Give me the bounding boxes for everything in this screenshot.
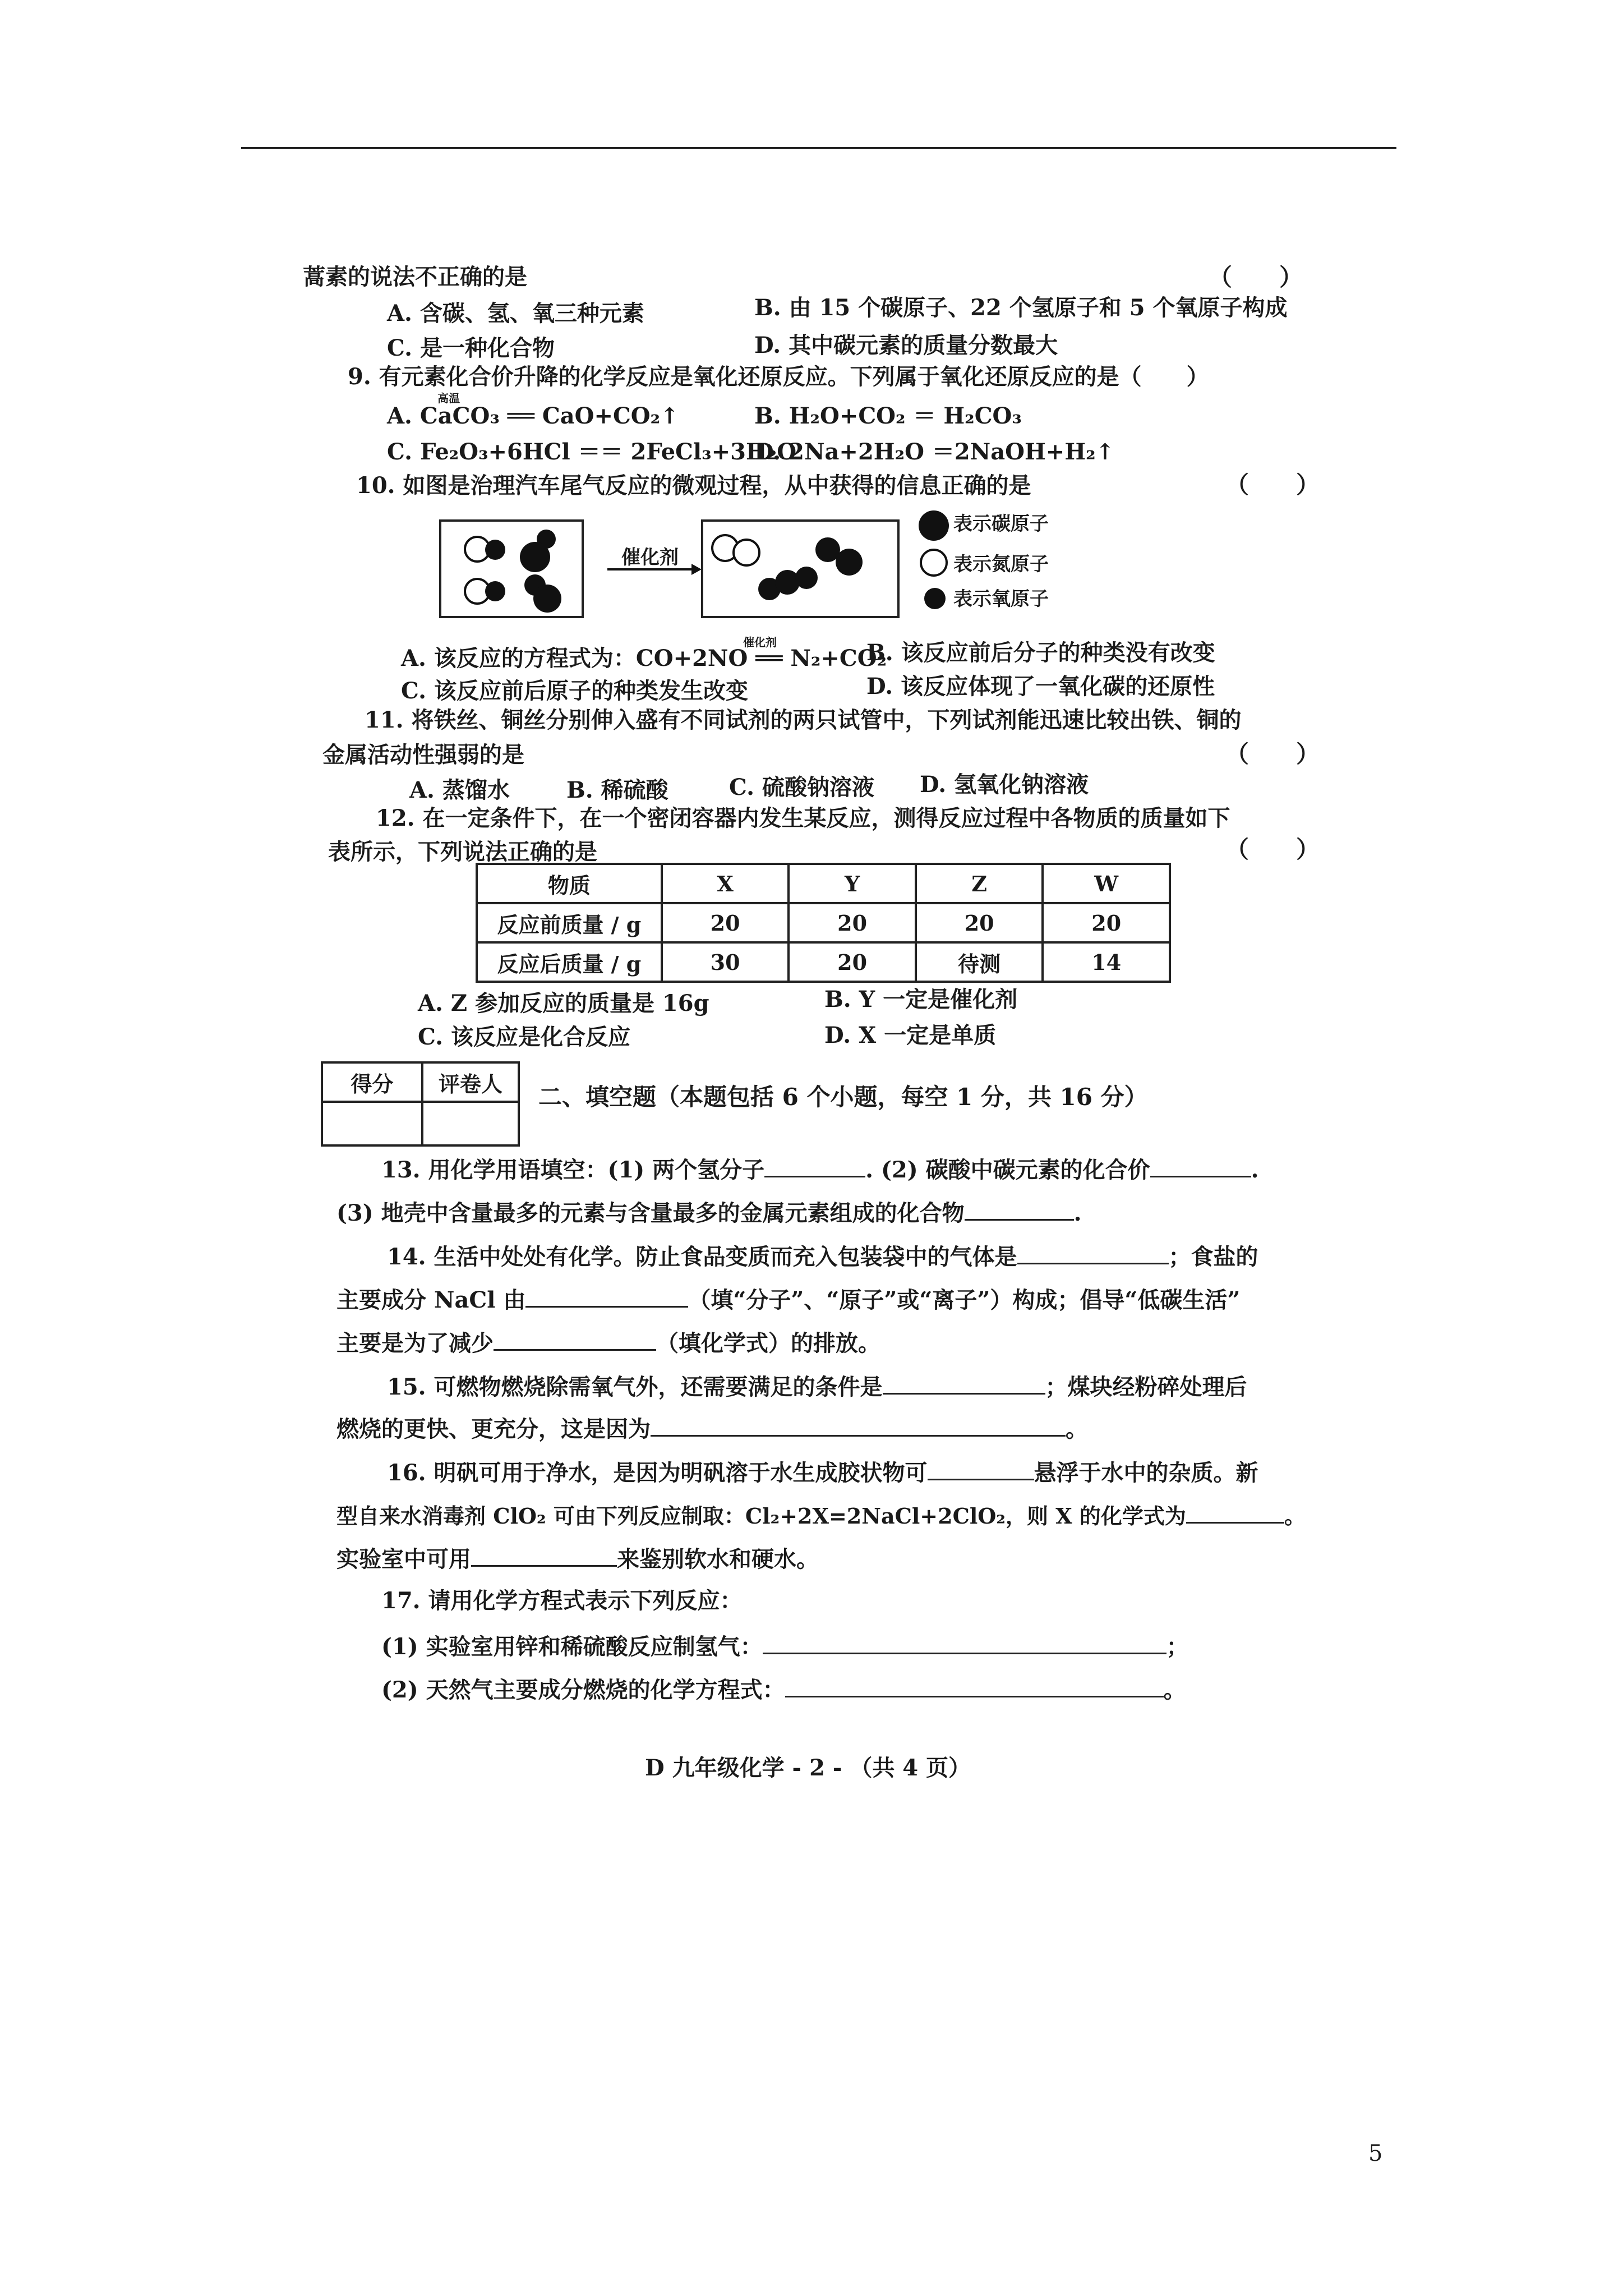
table-cell: 30 [662, 942, 789, 982]
answer-blank[interactable] [965, 1198, 1074, 1221]
q15-text-2: ；煤块经粉碎处理后 [1045, 1374, 1247, 1400]
q12-answer-paren: （ ） [1225, 836, 1320, 863]
answer-blank[interactable] [764, 1154, 865, 1177]
top-rule [241, 147, 1396, 149]
q14-text-5: 主要是为了减少 [336, 1330, 494, 1356]
q16-line3 [336, 1544, 819, 1573]
table-cell: 待测 [916, 942, 1043, 982]
q8-stem: 蒿素的说法不正确的是 [303, 264, 527, 290]
q14-line3 [336, 1328, 880, 1357]
q16-line1 [387, 1457, 1258, 1487]
q9-option-c: C. Fe₂O₃+6HCl ＝＝ 2FeCl₃+3H₂O [387, 439, 797, 465]
answer-blank[interactable] [1017, 1241, 1169, 1264]
q9-a-condition: 高温 [437, 392, 460, 405]
score-box [321, 1061, 520, 1147]
oxygen-legend-icon [924, 588, 946, 609]
q12-option-d: D. X 一定是单质 [824, 1022, 997, 1048]
nitrogen-atom [732, 539, 760, 567]
q16-text-4: 。 [1284, 1503, 1306, 1529]
q14-line2 [336, 1285, 1240, 1314]
table-cell: 反应后质量 / g [477, 942, 662, 982]
q12-option-a: A. Z 参加反应的质量是 16g [418, 990, 709, 1016]
q11-stem-line2: 金属活动性强弱的是 [322, 742, 524, 768]
q10-option-d: D. 该反应体现了一氧化碳的还原性 [866, 673, 1215, 700]
q9-option-d: D. 2Na+2H₂O ＝2NaOH+H₂↑ [754, 439, 1115, 465]
q8-option-d: D. 其中碳元素的质量分数最大 [754, 332, 1058, 358]
reactants-box [439, 519, 584, 618]
legend-carbon-label: 表示碳原子 [953, 513, 1049, 535]
answer-blank[interactable] [525, 1285, 688, 1308]
carbon-legend-icon [919, 510, 949, 541]
answer-blank[interactable] [471, 1544, 617, 1567]
q12-option-c: C. 该反应是化合反应 [418, 1024, 630, 1050]
answer-blank[interactable] [651, 1414, 1066, 1437]
answer-blank[interactable] [1186, 1501, 1284, 1524]
nitrogen-legend-icon [920, 549, 948, 577]
q10-answer-paren: （ ） [1225, 471, 1320, 499]
table-row [477, 942, 1170, 982]
q12-option-b: B. Y 一定是催化剂 [824, 986, 1018, 1013]
q17-part2 [381, 1674, 1186, 1704]
q16-text-6: 来鉴别软水和硬水。 [617, 1546, 819, 1572]
table-header-cell: 物质 [477, 864, 662, 903]
q17-text-1: (1) 实验室用锌和稀硫酸反应制氢气： [381, 1634, 763, 1660]
oxygen-atom [836, 549, 863, 576]
q15-text-1: 15. 可燃物燃烧除需氧气外，还需要满足的条件是 [387, 1374, 883, 1400]
table-cell: 20 [662, 903, 789, 942]
q13-line2 [336, 1198, 1082, 1227]
table-cell: 反应前质量 / g [477, 903, 662, 942]
oxygen-atom [485, 540, 505, 560]
q10-option-c: C. 该反应前后原子的种类发生改变 [401, 678, 748, 704]
score-field[interactable] [322, 1102, 422, 1145]
q9-option-a: A. CaCO₃ ══ CaO+CO₂↑ [387, 403, 679, 429]
q14-text-1: 14. 生活中处处有化学。防止食品变质而充入包装袋中的气体是 [387, 1244, 1017, 1270]
section2-title: 二、填空题（本题包括 6 个小题，每空 1 分，共 16 分） [538, 1083, 1148, 1111]
table-header-cell: Y [789, 864, 916, 903]
q11-stem: 11. 将铁丝、铜丝分别伸入盛有不同试剂的两只试管中，下列试剂能迅速比较出铁、铜的 [365, 707, 1242, 733]
answer-blank[interactable] [928, 1457, 1034, 1480]
carbon-atom [533, 585, 561, 613]
q13-text-3: . [1251, 1157, 1259, 1183]
q14-text-6: （填化学式）的排放。 [656, 1330, 880, 1356]
q11-answer-paren: （ ） [1225, 740, 1320, 768]
grader-field[interactable] [422, 1102, 519, 1145]
q13-text-4: (3) 地壳中含量最多的元素与含量最多的金属元素组成的化合物 [336, 1200, 965, 1226]
table-cell: 14 [1043, 942, 1170, 982]
oxygen-atom [795, 567, 818, 589]
table-header-row [477, 864, 1170, 903]
answer-blank[interactable] [883, 1372, 1045, 1395]
q10-a-condition: 催化剂 [743, 636, 777, 649]
q13-text-1: 13. 用化学用语填空：(1) 两个氢分子 [381, 1157, 765, 1183]
q17-text-3: (2) 天然气主要成分燃烧的化学方程式： [381, 1677, 785, 1703]
table-header-cell: Z [916, 864, 1043, 903]
q12-stem: 12. 在一定条件下，在一个密闭容器内发生某反应，测得反应过程中各物质的质量如下 [376, 805, 1230, 831]
q16-text-1: 16. 明矾可用于净水，是因为明矾溶于水生成胶状物可 [387, 1460, 928, 1486]
q11-option-a: A. 蒸馏水 [409, 777, 510, 803]
q10-stem: 10. 如图是治理汽车尾气反应的微观过程，从中获得的信息正确的是 [356, 472, 1031, 499]
q16-text-2: 悬浮于水中的杂质。新 [1034, 1460, 1258, 1486]
table-cell: 20 [1043, 903, 1170, 942]
answer-blank[interactable] [763, 1631, 1166, 1654]
q10-option-a: A. 该反应的方程式为：CO+2NO ══ N₂+CO₂ [401, 645, 887, 671]
q14-text-3: 主要成分 NaCl 由 [336, 1287, 526, 1313]
q16-text-3: 型自来水消毒剂 ClO₂ 可由下列反应制取：Cl₂+2X=2NaCl+2ClO₂，则 X 的化学式为 [336, 1503, 1186, 1529]
oxygen-atom [485, 581, 505, 601]
products-box [701, 519, 900, 618]
q13-text-2: . (2) 碳酸中碳元素的化合价 [865, 1157, 1150, 1183]
q8-option-a: A. 含碳、氢、氧三种元素 [387, 300, 644, 326]
q10-option-b: B. 该反应前后分子的种类没有改变 [866, 639, 1215, 666]
catalyst-label: 催化剂 [621, 546, 679, 569]
q9-stem: 9. 有元素化合价升降的化学反应是氧化还原反应。下列属于氧化还原反应的是（ ） [348, 364, 1209, 390]
q9-option-b: B. H₂O+CO₂ ＝ H₂CO₃ [754, 403, 1022, 429]
table-header-cell: X [662, 864, 789, 903]
mass-table [476, 863, 1171, 983]
q12-stem-line2: 表所示，下列说法正确的是 [328, 839, 597, 865]
carbon-atom [520, 542, 550, 572]
q8-option-c: C. 是一种化合物 [387, 335, 555, 361]
table-row [477, 903, 1170, 942]
q17-text-4: 。 [1163, 1677, 1186, 1703]
q11-option-b: B. 稀硫酸 [566, 777, 668, 803]
answer-blank[interactable] [1150, 1154, 1251, 1177]
grader-label: 评卷人 [422, 1062, 519, 1102]
q15-line2 [336, 1414, 1088, 1443]
q8-option-b: B. 由 15 个碳原子、22 个氢原子和 5 个氧原子构成 [754, 295, 1288, 321]
q15-text-4: 。 [1066, 1416, 1088, 1442]
q16-line2 [336, 1501, 1306, 1530]
q16-text-5: 实验室中可用 [336, 1546, 471, 1572]
q14-text-4: （填“分子”、“原子”或“离子”）构成；倡导“低碳生活” [688, 1287, 1241, 1313]
q14-line1 [387, 1241, 1258, 1271]
q13-line1 [381, 1154, 1259, 1184]
table-header-cell: W [1043, 864, 1170, 903]
q11-option-d: D. 氢氧化钠溶液 [920, 771, 1089, 798]
reaction-arrow [607, 561, 703, 578]
legend-oxygen-label: 表示氧原子 [953, 588, 1049, 610]
table-cell: 20 [916, 903, 1043, 942]
page-footer: D 九年级化学 - 2 - （共 4 页） [645, 1755, 971, 1781]
q17-part1 [381, 1631, 1189, 1660]
q11-option-c: C. 硫酸钠溶液 [729, 774, 874, 800]
legend-nitrogen-label: 表示氮原子 [953, 553, 1049, 576]
q14-text-2: ；食盐的 [1168, 1244, 1258, 1270]
q8-answer-paren: （ ） [1209, 264, 1303, 291]
answer-blank[interactable] [494, 1328, 656, 1351]
q17-stem: 17. 请用化学方程式表示下列反应： [381, 1588, 743, 1614]
q15-line1 [387, 1372, 1247, 1401]
table-cell: 20 [789, 942, 916, 982]
page-number: 5 [1368, 2141, 1383, 2166]
q13-text-5: . [1073, 1200, 1082, 1226]
q17-text-2: ； [1166, 1634, 1189, 1660]
score-label: 得分 [322, 1062, 422, 1102]
table-cell: 20 [789, 903, 916, 942]
answer-blank[interactable] [785, 1674, 1164, 1697]
q15-text-3: 燃烧的更快、更充分，这是因为 [336, 1416, 651, 1442]
